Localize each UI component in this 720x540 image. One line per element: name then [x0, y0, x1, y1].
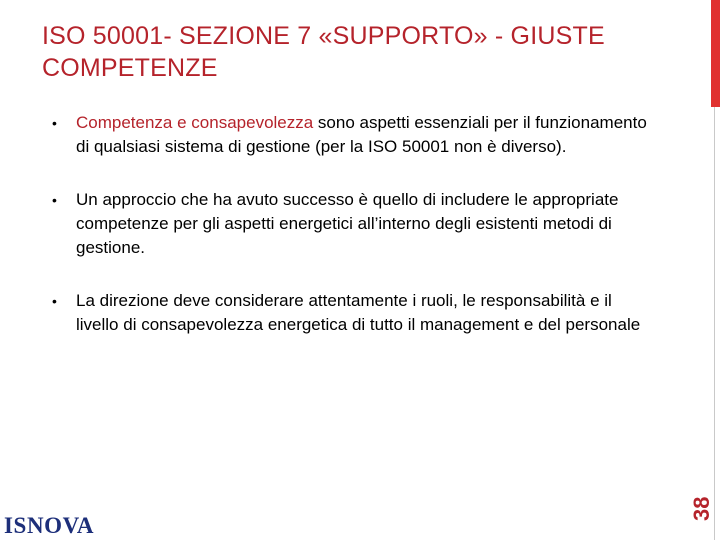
bullet-marker: • — [52, 115, 57, 131]
right-divider-line — [714, 107, 715, 540]
bullet-item-3 — [48, 289, 648, 337]
slide-title: ISO 50001- SEZIONE 7 «SUPPORTO» - GIUSTE COMPETENZE — [42, 22, 605, 82]
bullet-item-2 — [48, 188, 648, 260]
bullet-text: sono aspetti essenziali per il funzionamento di qualsiasi sistema di gestione (per la ISO 50001 non è diverso). — [76, 113, 647, 156]
page-number: 38 — [689, 496, 714, 521]
bullet-highlight-text: Competenza e consapevolezza — [76, 113, 314, 132]
bullet-list — [48, 111, 648, 366]
bullet-text: La direzione deve considerare attentamente i ruoli, le responsabilità e il livello di consapevolezza energetica di tutto il management e del personale — [76, 291, 641, 334]
bullet-item-1 — [48, 111, 648, 159]
bullet-marker: • — [52, 192, 57, 208]
accent-bar — [711, 0, 720, 107]
bullet-text: Un approccio che ha avuto successo è quello di includere le appropriate competenze per gli aspetti energetici all’interno degli esistenti metodi di gestione. — [76, 190, 619, 257]
isnova-logo: ISNOVA — [4, 513, 95, 538]
bullet-marker: • — [52, 293, 57, 309]
